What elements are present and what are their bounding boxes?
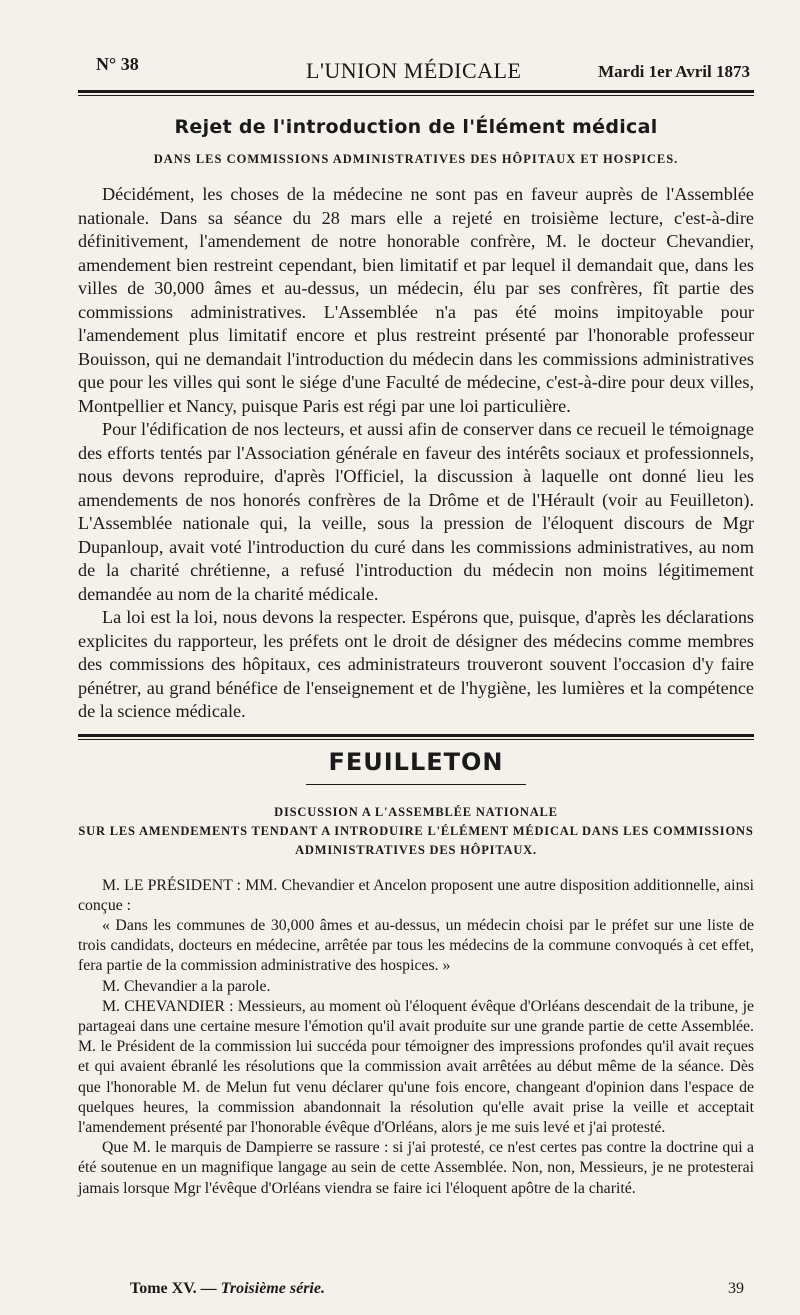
feuilleton-heading [78,803,754,860]
footer-series: Troisième série. [220,1280,325,1297]
feuilleton-title: FEUILLETON [328,747,504,776]
article-paragraph: Pour l'édification de nos lecteurs, et aussi afin de conserver dans ce recueil le témoignage des efforts tentés par l'Association générale en faveur des intérêts sociaux et professionnels, nous devons reproduire, d'après l'Officiel, la discussion à laquelle ont donné lieu les amendements de nos honorés confrères de la Drôme et de l'Hérault (voir au Feuilleton). L'Assemblée nationale qui, la veille, sous la pression de l'éloquent discours de Mgr Dupanloup, avait voté l'introduction du curé dans les commissions administratives, au nom de la charité chrétienne, a refusé l'introduction du médecin non moins légitimement demandée au nom de la charité médicale. [78,419,754,604]
article-body [78,183,754,724]
page-number: 39 [728,1280,744,1297]
article-title: Rejet de l'introduction de l'Élément médical [174,116,658,138]
article-paragraph: Décidément, les choses de la médecine ne sont pas en faveur auprès de l'Assemblée nationale. Dans sa séance du 28 mars elle a rejeté en troisième lecture, c'est-à-dire définitivement, l'amendement de notre honorable confrère, M. le docteur Chevandier, amendement bien restreint cependant, bien limitatif et par lequel il demandait que, dans les villes de 30,000 âmes et au-dessus, un médecin, élu par ses confrères, fît partie des commissions administratives. L'Assemblée n'a pas été moins impitoyable pour l'amendement plus limitatif encore et plus restreint présenté par l'honorable professeur Bouisson, qui ne demandait l'introduction du médecin dans les commissions administratives que pour les villes qui sont le siége d'une Faculté de médecine, c'est-à-dire pour deux villes, Montpellier et Nancy, puisque Paris est régi par une loi particulière. [78,184,754,416]
feuilleton-rule-thin [78,739,754,740]
page-footer [130,1280,744,1298]
issue-date: Mardi 1er Avril 1873 [598,62,750,81]
article-subtitle: DANS LES COMMISSIONS ADMINISTRATIVES DES HÔPITAUX ET HOSPICES. [153,152,679,166]
feuilleton-body [78,876,754,1199]
issue-number: N° 38 [96,54,139,74]
feuilleton-paragraph: M. LE PRÉSIDENT : MM. Chevandier et Ancelon proposent une autre disposition additionnelle, ainsi conçue : [78,876,754,914]
feuilleton-paragraph: M. Chevandier a la parole. [102,977,271,995]
feuilleton-paragraph: « Dans les communes de 30,000 âmes et au-dessus, un médecin choisi par le préfet sur une liste de trois candidats, docteurs en médecine, arrêtée par tous les médecins de la commune convoqués à cet effet, fera partie de la commission administrative des hospices. » [78,916,754,975]
feuilleton-rule [78,734,754,737]
footer-tome: Tome XV. — [130,1280,221,1297]
feuilleton-short-rule [306,784,526,785]
feuilleton-heading-line3: ADMINISTRATIVES DES HÔPITAUX. [295,842,537,857]
feuilleton-heading-line2: SUR LES AMENDEMENTS TENDANT A INTRODUIRE L'ÉLÉMENT MÉDICAL DANS LES COMMISSIONS [78,823,754,838]
article-paragraph: La loi est la loi, nous devons la respecter. Espérons que, puisque, d'après les déclarations explicites du rapporteur, les préfets ont le droit de désigner des médecins comme membres des commissions des hôpitaux, ces administrateurs trouveront souvent l'occasion d'y faire pénétrer, au grand bénéfice de l'enseignement et de l'hygiène, les lumières et la compétence de la science médicale. [78,607,754,721]
feuilleton-paragraph: Que M. le marquis de Dampierre se rassure : si j'ai protesté, ce n'est certes pas contre la doctrine qui a été soutenue en un magnifique langage au sein de cette Assemblée. Non, non, Messieurs, je ne protesterai jamais lorsque Mgr l'évêque d'Orléans viendra se faire ici l'éloquent apôtre de la charité. [78,1139,754,1197]
feuilleton-heading-line1: DISCUSSION A L'ASSEMBLÉE NATIONALE [274,804,558,819]
feuilleton-paragraph: M. CHEVANDIER : Messieurs, au moment où l'éloquent évêque d'Orléans descendait de la tribune, je partageai dans une certaine mesure l'émotion qu'il avait produite sur une grande partie de cette Assemblée. M. le Président de la commission lui succéda pour témoigner des impressions profondes qu'il avait reçues et qui avaient ébranlé les résolutions que la commission avait arrêtées au début même de la séance. Dès que l'honorable M. de Melun fut venu déclarer qu'une fois encore, changeant d'opinion dans l'espace de quelques heures, la commission abandonnait la résolution qu'elle avait prise la veille et acceptait l'amendement présenté par l'honorable évêque d'Orléans, alors je me suis levé et j'ai protesté. [78,997,754,1136]
journal-title: L'UNION MÉDICALE [306,58,522,83]
header-rule [78,90,754,93]
header-rule-thin [78,95,754,96]
running-head [78,48,754,88]
